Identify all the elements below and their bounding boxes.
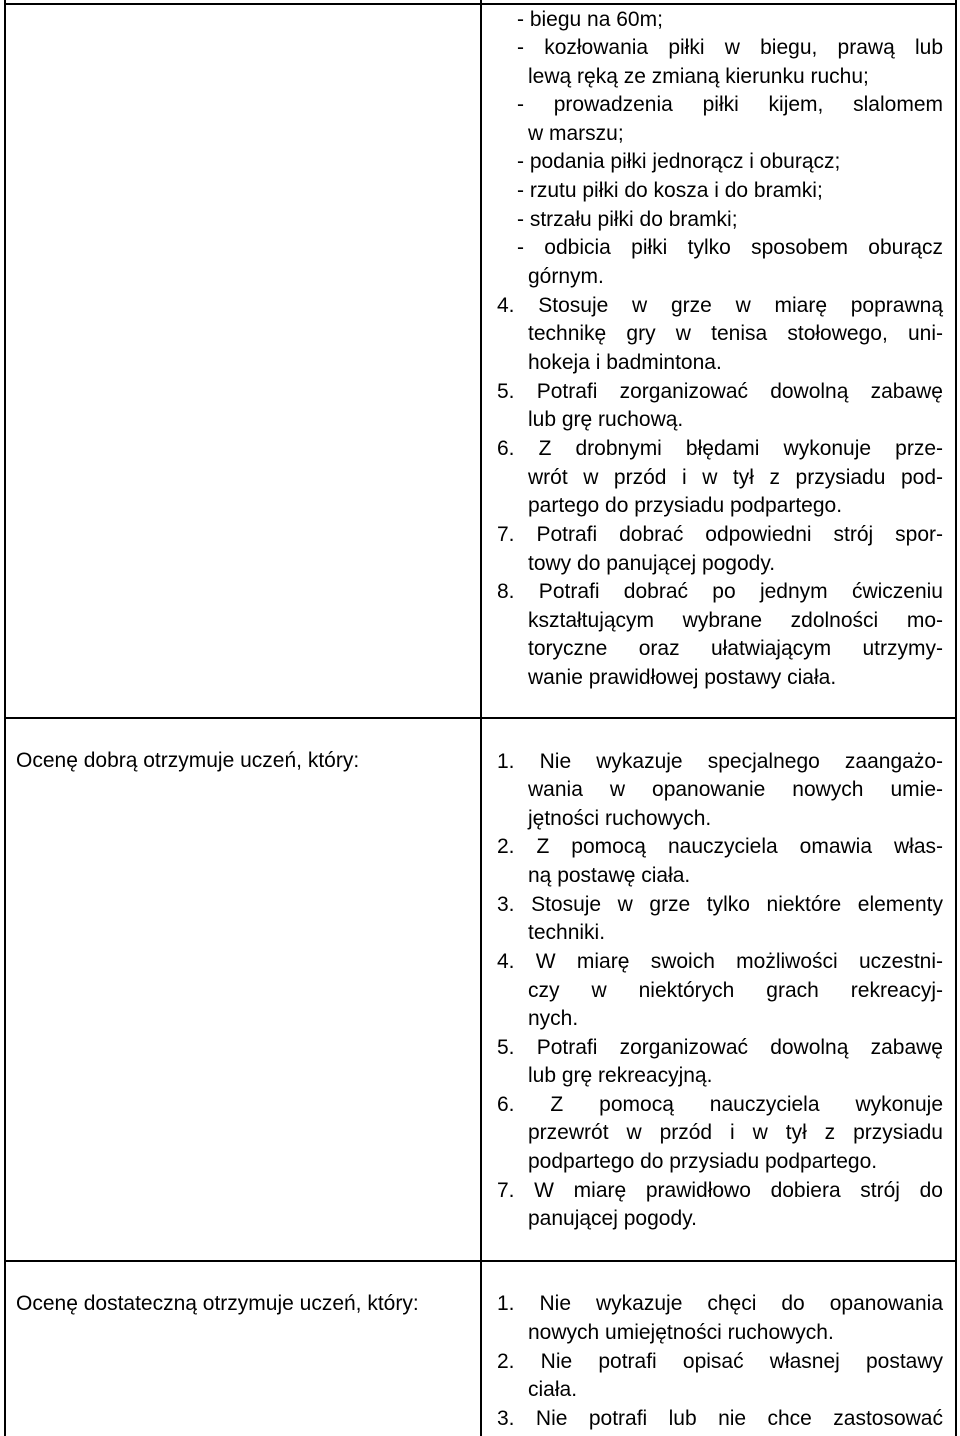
grade-label: Ocenę dostateczną otrzymuje uczeń, który: (16, 1292, 419, 1315)
requirement-line: wania w opanowanie nowych umie- (528, 778, 943, 801)
requirement-line: górnym. (528, 265, 604, 288)
requirement-line: ciała. (528, 1378, 578, 1401)
requirement-line: - biegu na 60m; (517, 8, 663, 31)
requirement-line: 6. Z pomocą nauczyciela wykonuje (497, 1093, 943, 1116)
requirement-line: - kozłowania piłki w biegu, prawą lub (517, 36, 943, 59)
requirement-line: - prowadzenia piłki kijem, slalomem (517, 93, 943, 116)
requirement-line: 7. W miarę prawidłowo dobiera strój do (497, 1179, 943, 1202)
requirement-line: techniki. (528, 921, 606, 944)
requirement-line: 1. Nie wykazuje specjalnego zaangażo- (497, 750, 943, 773)
requirement-line: lub grę rekreacyjną. (528, 1064, 713, 1087)
requirement-line: 4. W miarę swoich możliwości uczestni- (497, 950, 943, 973)
requirement-line: ną postawę ciała. (528, 864, 691, 887)
requirement-line: nowych umiejętności ruchowych. (528, 1321, 834, 1344)
requirement-line: 7. Potrafi dobrać odpowiedni strój spor- (497, 523, 943, 546)
requirement-line: przewrót w przód i w tył z przysiadu (528, 1121, 943, 1144)
requirement-line: czy w niektórych grach rekreacyj- (528, 979, 943, 1002)
grade-label: Ocenę dobrą otrzymuje uczeń, który: (16, 749, 360, 772)
requirement-line: towy do panującej pogody. (528, 552, 776, 575)
requirement-line: partego do przysiadu podpartego. (528, 494, 843, 517)
requirement-line: wrót w przód i w tył z przysiadu pod- (528, 466, 943, 489)
requirement-line: lub grę ruchową. (528, 408, 684, 431)
requirement-line: 5. Potrafi zorganizować dowolną zabawę (497, 1036, 943, 1059)
requirement-line: 3. Stosuje w grze tylko niektóre elementy (497, 893, 943, 916)
requirement-line: wanie prawidłowej postawy ciała. (528, 666, 837, 689)
requirement-line: 2. Nie potrafi opisać własnej postawy (497, 1350, 943, 1373)
table-row-divider (4, 1260, 957, 1262)
requirement-line: - podania piłki jednorącz i oburącz; (517, 150, 841, 173)
requirement-line: lewą ręką ze zmianą kierunku ruchu; (528, 65, 869, 88)
table-border-top (4, 3, 957, 5)
requirement-line: jętności ruchowych. (528, 807, 712, 830)
requirement-line: 5. Potrafi zorganizować dowolną zabawę (497, 380, 943, 403)
requirement-line: kształtującym wybrane zdolności mo- (528, 609, 943, 632)
requirement-line: 1. Nie wykazuje chęci do opanowania (497, 1292, 943, 1315)
requirement-line: podpartego do przysiadu podpartego. (528, 1150, 878, 1173)
requirement-line: - odbicia piłki tylko sposobem oburącz (517, 236, 943, 259)
requirement-line: w marszu; (528, 122, 624, 145)
requirement-line: toryczne oraz ułatwiającym utrzymy- (528, 637, 943, 660)
requirement-line: hokeja i badmintona. (528, 351, 722, 374)
requirement-line: 8. Potrafi dobrać po jednym ćwiczeniu (497, 580, 943, 603)
requirement-line: - rzutu piłki do kosza i do bramki; (517, 179, 823, 202)
requirement-line: 6. Z drobnymi błędami wykonuje prze- (497, 437, 943, 460)
requirement-line: 4. Stosuje w grze w miarę poprawną (497, 294, 943, 317)
requirement-line: nych. (528, 1007, 579, 1030)
table-row-divider (4, 717, 957, 719)
requirement-line: - strzału piłki do bramki; (517, 208, 738, 231)
requirement-line: technikę gry w tenisa stołowego, uni- (528, 322, 943, 345)
requirement-line: 2. Z pomocą nauczyciela omawia włas- (497, 835, 943, 858)
requirement-line: panującej pogody. (528, 1207, 697, 1230)
requirement-line: 3. Nie potrafi lub nie chce zastosować (497, 1407, 943, 1430)
